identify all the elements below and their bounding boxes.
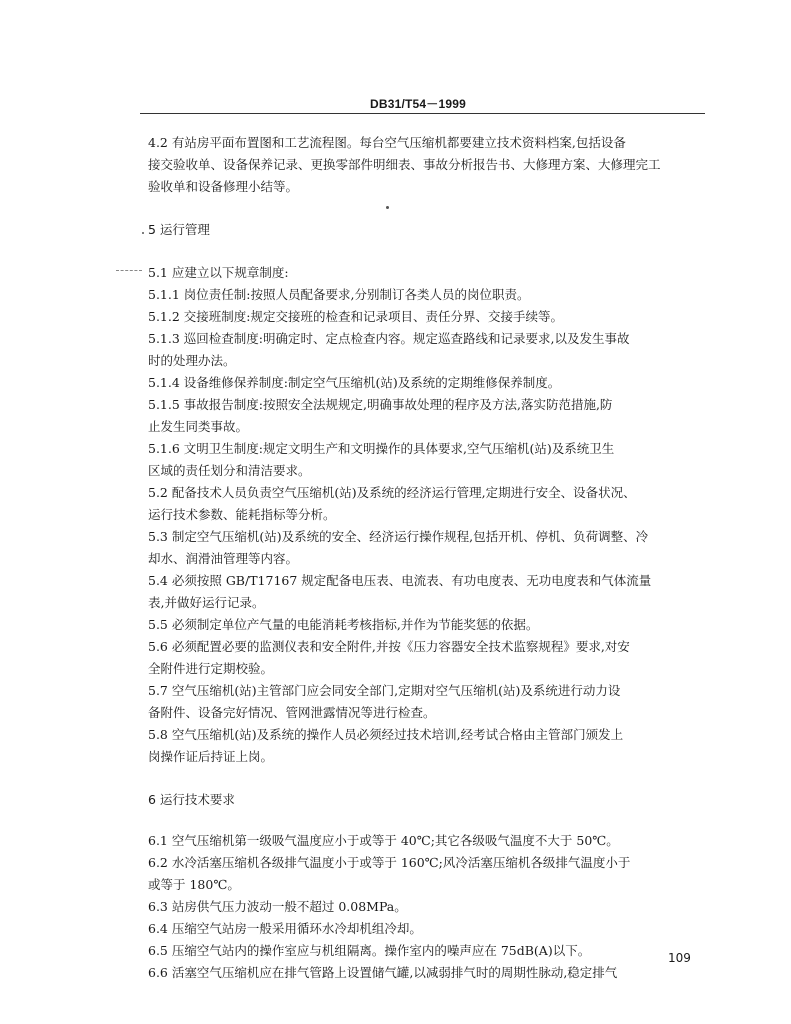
clause-line: 6.3 站房供气压力波动一般不超过 0.08MPa。	[148, 899, 407, 914]
clause-line: 5.6 必须配置必要的监测仪表和安全附件,并按《压力容器安全技术监察规程》要求,对安	[148, 639, 630, 654]
clause-line: 6.4 压缩空气站房一般采用循环水冷却机组冷却。	[148, 921, 422, 936]
clause-line: 5.1 应建立以下规章制度:	[148, 265, 289, 280]
clause-line: 5.1.2 交接班制度:规定交接班的检查和记录项目、责任分界、交接手续等。	[148, 309, 563, 324]
clause-line: 5.5 必须制定单位产气量的电能消耗考核指标,并作为节能奖惩的依据。	[148, 617, 539, 632]
scan-speck	[142, 232, 144, 234]
section-heading-6: 6 运行技术要求	[148, 792, 235, 807]
header-rule	[140, 113, 705, 114]
clause-line: 表,并做好运行记录。	[148, 595, 265, 610]
clause-line: 6.1 空气压缩机第一级吸气温度应小于或等于 40℃;其它各级吸气温度不大于 50℃。	[148, 833, 619, 848]
standard-code: DB31/T54－1999	[370, 97, 466, 111]
clause-line: 4.2 有站房平面布置图和工艺流程图。每台空气压缩机都要建立技术资料档案,包括设备	[148, 135, 626, 150]
clause-line: 5.1.3 巡回检查制度:明确定时、定点检查内容。规定巡查路线和记录要求,以及发生事故	[148, 331, 630, 346]
clause-line: 6.2 水冷活塞压缩机各级排气温度小于或等于 160℃;风冷活塞压缩机各级排气温度小于	[148, 855, 631, 870]
clause-line: 接交验收单、设备保养记录、更换零部件明细表、事故分析报告书、大修理方案、大修理完工	[148, 157, 661, 172]
scan-speck	[386, 206, 389, 209]
clause-line: 6.5 压缩空气站内的操作室应与机组隔离。操作室内的噪声应在 75dB(A)以下。	[148, 943, 591, 958]
clause-line: 5.8 空气压缩机(站)及系统的操作人员必须经过技术培训,经考试合格由主管部门颁发上	[148, 727, 624, 742]
clause-line: 全附件进行定期校验。	[148, 661, 274, 676]
clause-line: 5.3 制定空气压缩机(站)及系统的安全、经济运行操作规程,包括开机、停机、负荷调整、冷	[148, 529, 649, 544]
clause-line: 5.4 必须按照 GB/T17167 规定配备电压表、电流表、有功电度表、无功电度表和气体流量	[148, 573, 652, 588]
clause-line: 止发生同类事故。	[148, 419, 249, 434]
page-number: 109	[668, 951, 691, 965]
clause-line: 5.2 配备技术人员负责空气压缩机(站)及系统的经济运行管理,定期进行安全、设备状况、	[148, 485, 636, 500]
clause-line: 6.6 活塞空气压缩机应在排气管路上设置储气罐,以减弱排气时的周期性脉动,稳定排气	[148, 965, 618, 980]
section-heading-5: 5 运行管理	[148, 222, 210, 237]
clause-line: 验收单和设备修理小结等。	[148, 179, 299, 194]
clause-line: 或等于 180℃。	[148, 877, 240, 892]
clause-line: 5.1.1 岗位责任制:按照人员配备要求,分别制订各类人员的岗位职责。	[148, 287, 530, 302]
clause-line: 5.1.6 文明卫生制度:规定文明生产和文明操作的具体要求,空气压缩机(站)及系统卫生	[148, 441, 615, 456]
clause-line: 运行技术参数、能耗指标等分析。	[148, 507, 336, 522]
clause-line: 时的处理办法。	[148, 353, 236, 368]
clause-line: 5.1.4 设备维修保养制度:制定空气压缩机(站)及系统的定期维修保养制度。	[148, 375, 561, 390]
clause-line: 5.7 空气压缩机(站)主管部门应会同安全部门,定期对空气压缩机(站)及系统进行动力设	[148, 683, 621, 698]
clause-line: 却水、润滑油管理等内容。	[148, 551, 299, 566]
clause-line: 备附件、设备完好情况、管网泄露情况等进行检查。	[148, 705, 436, 720]
clause-line: 5.1.5 事故报告制度:按照安全法规规定,明确事故处理的程序及方法,落实防范措施,防	[148, 397, 613, 412]
clause-line: 区域的责任划分和清洁要求。	[148, 463, 311, 478]
margin-dash-mark	[116, 270, 142, 271]
clause-line: 岗操作证后持证上岗。	[148, 749, 274, 764]
